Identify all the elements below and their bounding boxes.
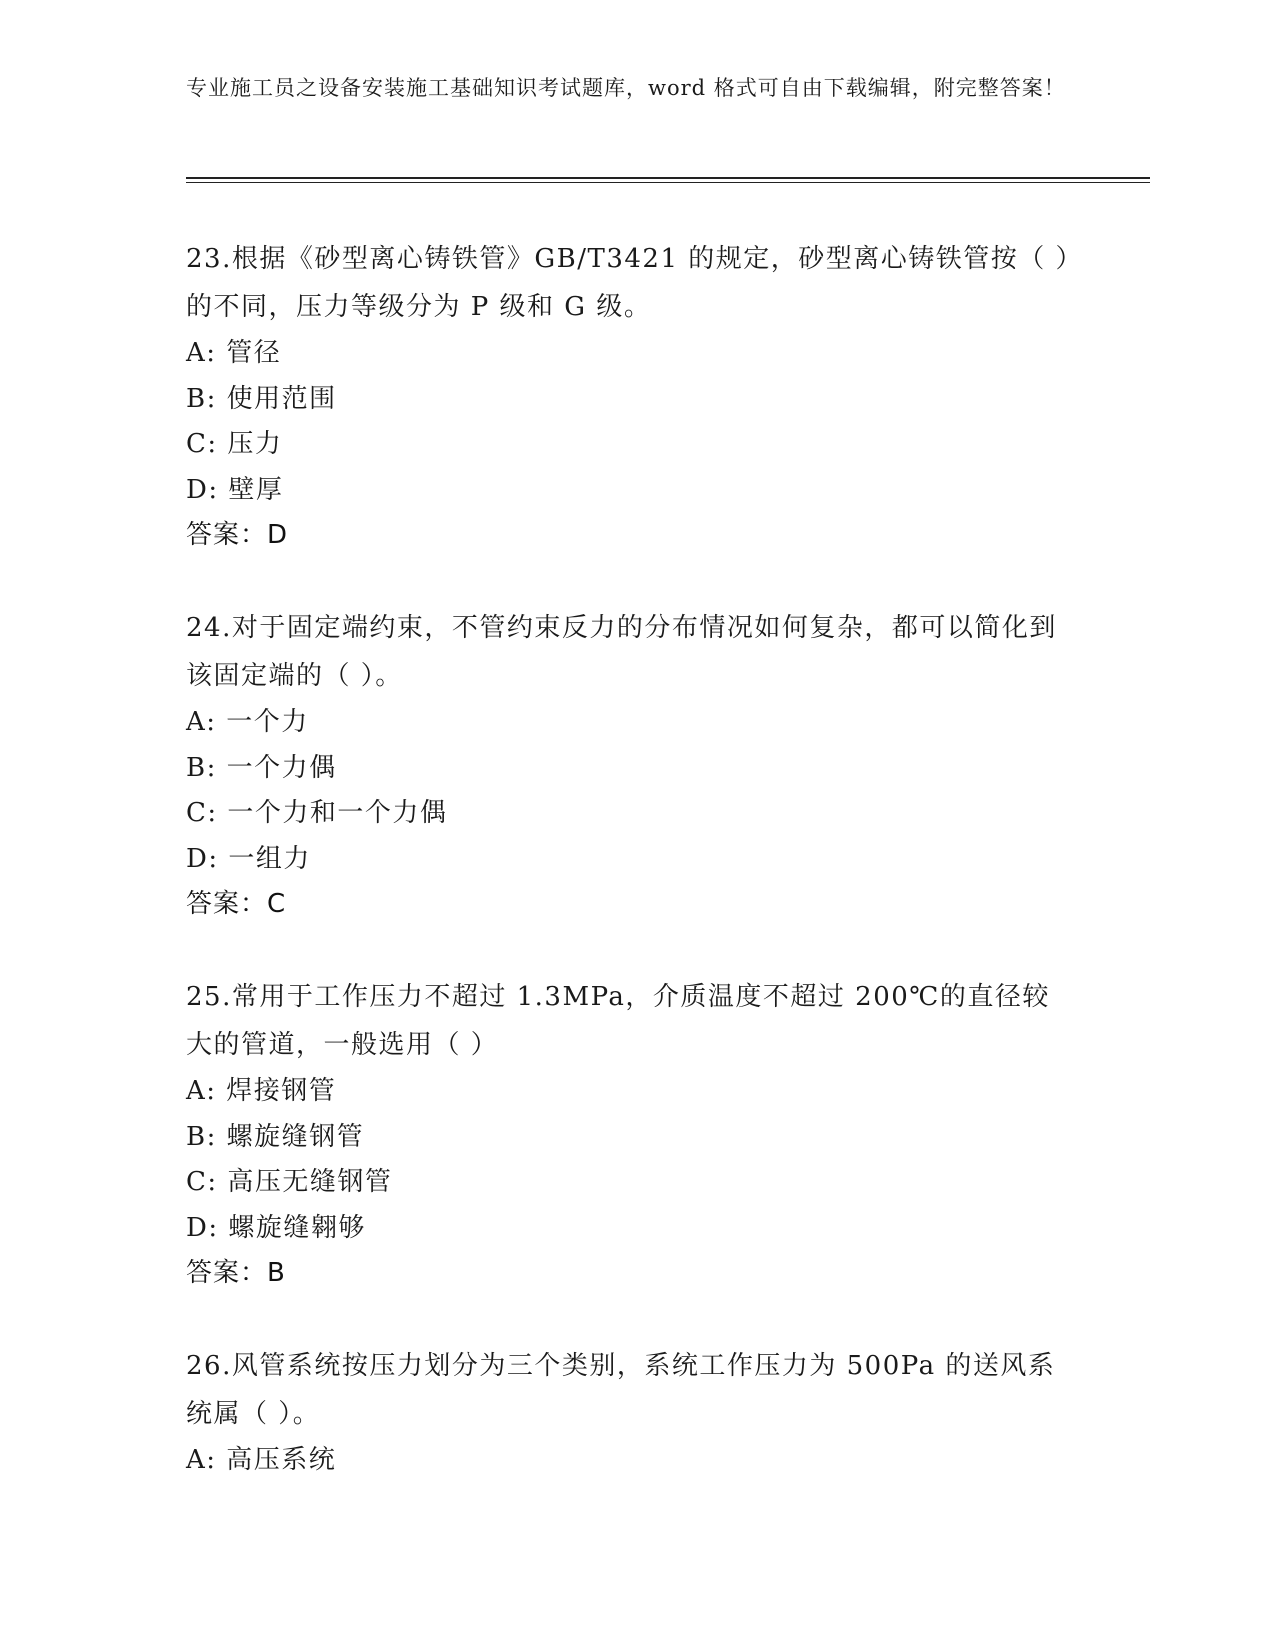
question-stem: 23.根据《砂型离心铸铁管》GB/T3421 的规定，砂型离心铸铁管按（ ）的不同，压力等级分为 P 级和 G 级。 <box>186 244 1071 322</box>
option-a: A: 管径 <box>186 338 282 368</box>
question-stem: 24.对于固定端约束，不管约束反力的分布情况如何复杂，都可以简化到该固定端的（ ）。 <box>186 613 1057 691</box>
question-26 <box>186 1342 1076 1484</box>
option-a: A: 焊接钢管 <box>186 1076 337 1106</box>
option-d: D: 螺旋缝翱够 <box>186 1212 366 1243</box>
question-24 <box>186 604 1076 927</box>
option-b: B: 一个力偶 <box>186 752 337 783</box>
question-stem: 25.常用于工作压力不超过 1.3MPa，介质温度不超过 200℃的直径较大的管道，一般选用（ ） <box>186 982 1050 1060</box>
option-b: B: 螺旋缝钢管 <box>186 1121 365 1152</box>
option-a: A: 高压系统 <box>186 1445 337 1475</box>
option-c: C: 压力 <box>186 429 283 459</box>
question-25 <box>186 973 1076 1296</box>
option-d: D: 壁厚 <box>186 474 284 505</box>
option-a: A: 一个力 <box>186 707 309 737</box>
question-list <box>186 235 1076 1530</box>
option-c: C: 高压无缝钢管 <box>186 1167 393 1197</box>
header-divider-thin <box>186 182 1150 183</box>
option-c: C: 一个力和一个力偶 <box>186 798 448 828</box>
question-23 <box>186 235 1076 558</box>
option-b: B: 使用范围 <box>186 383 337 414</box>
document-header: 专业施工员之设备安装施工基础知识考试题库，word 格式可自由下载编辑，附完整答案！ <box>186 76 1066 100</box>
header-divider-thick <box>186 177 1150 179</box>
question-stem: 26.风管系统按压力划分为三个类别，系统工作压力为 500Pa 的送风系统属（ ）。 <box>186 1351 1056 1429</box>
option-d: D: 一组力 <box>186 843 311 874</box>
answer-line: 答案：D <box>186 520 289 550</box>
answer-line: 答案：C <box>186 889 287 919</box>
answer-line: 答案：B <box>186 1258 286 1288</box>
